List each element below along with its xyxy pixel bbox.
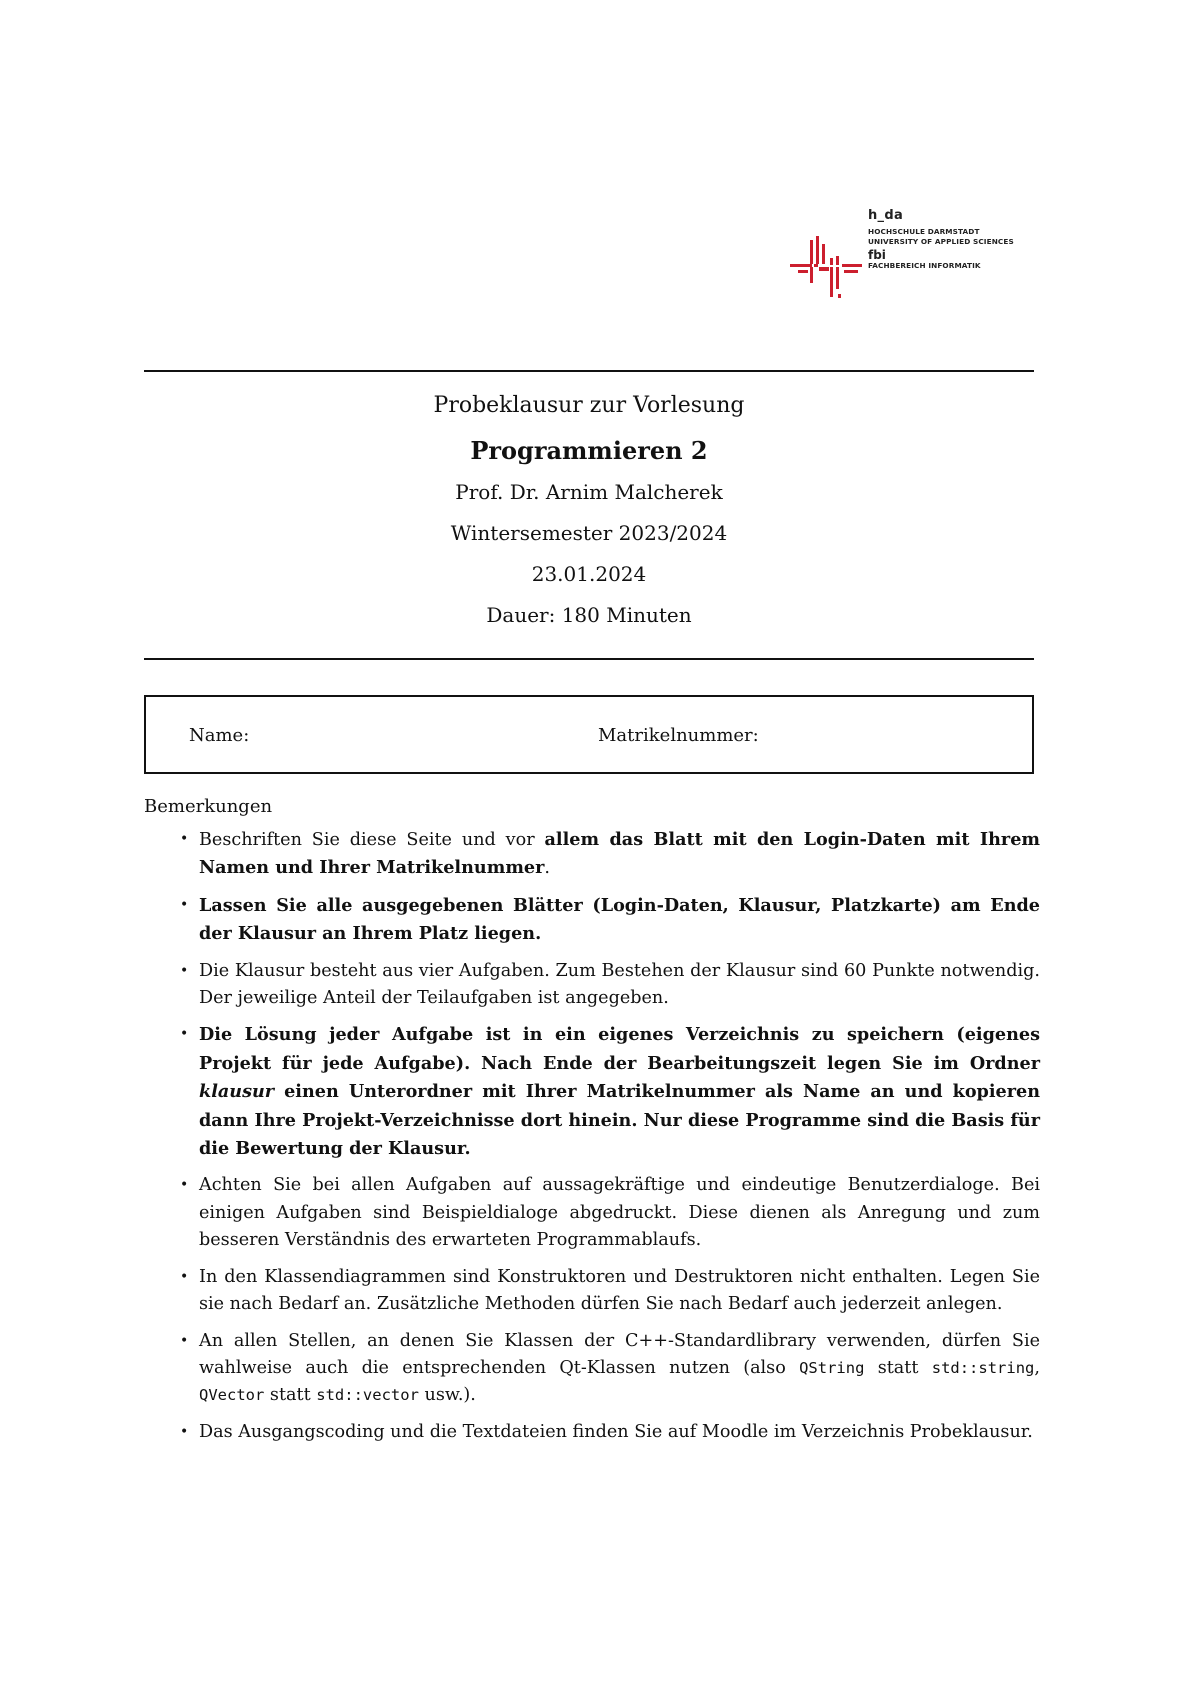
remark-item: • Das Ausgangscoding und die Textdateien finden Sie auf Moodle im Verzeichnis Probeklausur. [178, 1419, 1040, 1446]
exam-date: 23.01.2024 [531, 562, 647, 586]
logo-dept-name: FACHBEREICH INFORMATIK [868, 261, 981, 270]
logo-dept-code: fbi [868, 248, 886, 262]
remarks-list [178, 826, 1040, 1455]
exam-subtitle: Probeklausur zur Vorlesung [433, 393, 745, 418]
remark-item: • Die Klausur besteht aus vier Aufgaben. Zum Bestehen der Klausur sind 60 Punkte notwendig. Der jeweilige Anteil der Teilaufgaben ist angegeben. [178, 958, 1040, 1013]
bullet-icon: • [180, 896, 189, 913]
logo-line-1: HOCHSCHULE DARMSTADT [868, 227, 980, 236]
student-info-box [144, 695, 1034, 774]
bullet-icon: • [180, 1332, 189, 1349]
matrikelnummer-label: Matrikelnummer: [598, 725, 759, 746]
bullet-icon: • [180, 962, 189, 979]
title-rule-top [144, 370, 1034, 372]
code-qvector: QVector [199, 1386, 265, 1405]
code-std-string: std::string [931, 1358, 1035, 1377]
remark-item: • Beschriften Sie diese Seite und vor allem das Blatt mit den Login-Daten mit Ihrem Namen und Ihrer Matrikelnummer. [178, 826, 1040, 883]
remark-item: • Die Lösung jeder Aufgabe ist in ein eigenes Verzeichnis zu speichern (eigenes Projekt für jede Aufgabe). Nach Ende der Bearbeitungszeit legen Sie im Ordner klausur einen Unterordner mit Ihrer Matrikelnummer als Name an und kopieren dann Ihre Projekt-Verzeichnisse dort hinein. Nur diese Programme sind die Basis für die Bewertung der Klausur. [178, 1021, 1040, 1163]
title-block [144, 392, 1034, 642]
remark-item: • An allen Stellen, an denen Sie Klassen der C++-Standardlibrary verwenden, dürfen Sie wahlweise auch die entsprechenden Qt-Klassen nutzen (also QString statt std::string, QVector statt std::vector usw.). [178, 1328, 1040, 1410]
code-qstring: QString [799, 1358, 865, 1377]
bullet-icon: • [180, 831, 189, 847]
university-logo [790, 208, 1030, 303]
semester: Wintersemester 2023/2024 [450, 521, 728, 545]
logo-line-2: UNIVERSITY OF APPLIED SCIENCES [868, 237, 1014, 246]
remarks-heading: Bemerkungen [144, 796, 273, 817]
bullet-icon: • [180, 1177, 189, 1194]
logo-brand: h_da [868, 208, 904, 223]
remark-item: • Lassen Sie alle ausgegebenen Blätter (Login-Daten, Klausur, Platzkarte) am Ende der Klausur an Ihrem Platz liegen. [178, 892, 1040, 949]
bullet-icon: • [180, 1026, 189, 1043]
code-std-vector: std::vector [316, 1386, 419, 1405]
lecturer: Prof. Dr. Arnim Malcherek [455, 480, 723, 504]
bullet-icon: • [180, 1423, 189, 1440]
remark-item: • Achten Sie bei allen Aufgaben auf aussagekräftige und eindeutige Benutzerdialoge. Bei einigen Aufgaben sind Beispieldialoge abgedruckt. Diese dienen als Anregung und zum besseren Verständnis des erwarteten Programmablaufs. [178, 1172, 1040, 1254]
remark-item: • In den Klassendiagrammen sind Konstruktoren und Destruktoren nicht enthalten. Legen Sie sie nach Bedarf an. Zusätzliche Methoden dürfen Sie nach Bedarf auch jederzeit anlegen. [178, 1264, 1040, 1319]
course-title: Programmieren 2 [470, 436, 708, 465]
title-rule-bottom [144, 658, 1034, 660]
exam-duration: Dauer: 180 Minuten [486, 603, 692, 627]
hda-cross-logo-icon [790, 236, 864, 300]
name-label: Name: [189, 725, 250, 746]
bullet-icon: • [180, 1268, 189, 1285]
